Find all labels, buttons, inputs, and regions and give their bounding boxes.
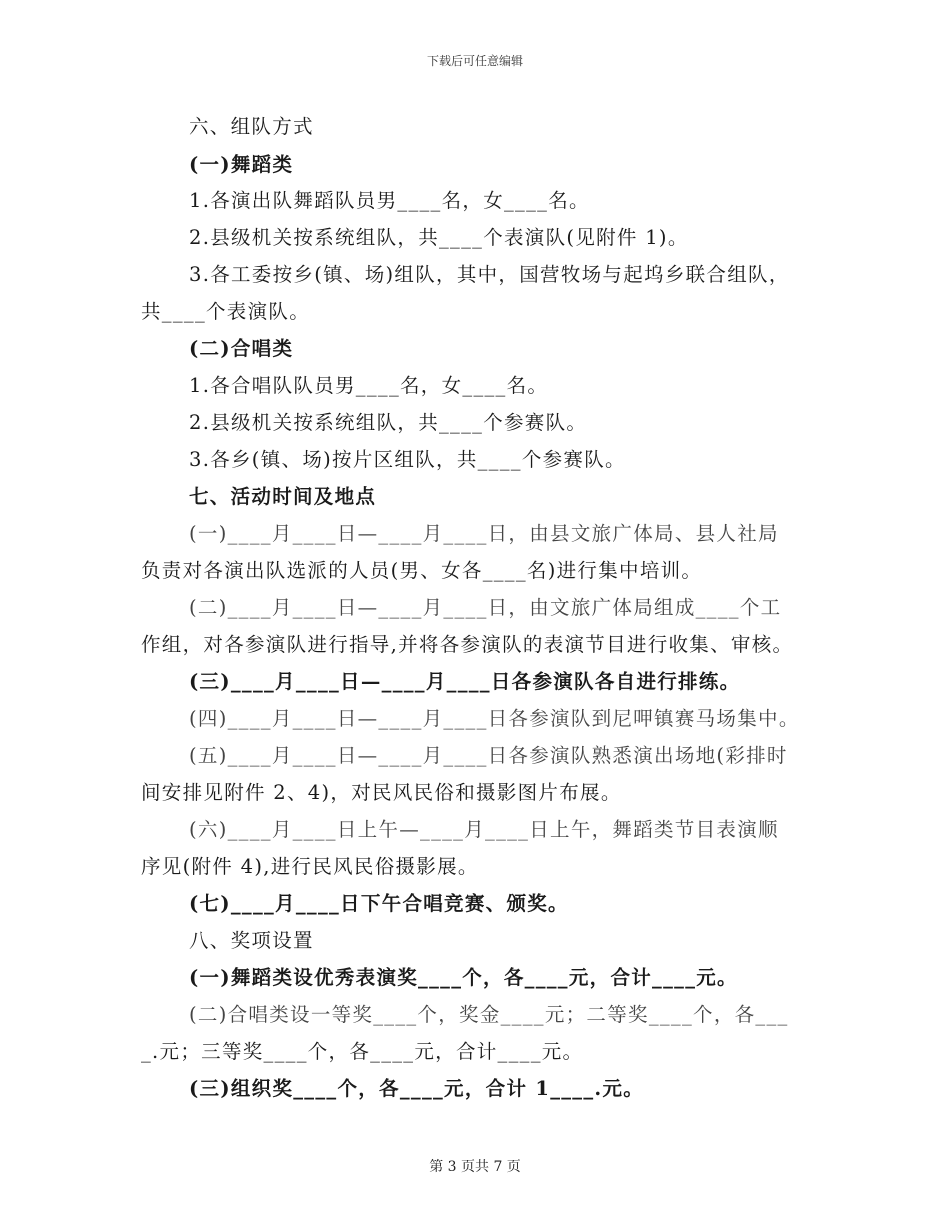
paragraph-line: 作组，对各参演队进行指导,并将各参演队的表演节目进行收集、审核。: [141, 633, 794, 656]
paragraph-line: (七)____月____日下午合唱竞赛、颁奖。: [189, 892, 569, 915]
page-footer: 第 3 页共 7 页: [429, 1159, 521, 1175]
paragraph-line: (五)____月____日—____月____日各参演队熟悉演出场地(彩排时: [189, 744, 788, 767]
section-heading: 七、活动时间及地点: [189, 485, 377, 508]
paragraph-line: (六)____月____日上午—____月____日上午，舞蹈类节目表演顺: [189, 818, 779, 841]
paragraph-line: (三)____月____日—____月____日各参演队各自进行排练。: [189, 670, 741, 693]
paragraph-line: 2.县级机关按系统组队，共____个参赛队。: [189, 411, 588, 434]
paragraph-line: 间安排见附件 2、4)，对民风民俗和摄影图片布展。: [141, 781, 622, 804]
paragraph-line: 2.县级机关按系统组队，共____个表演队(见附件 1)。: [189, 226, 689, 249]
subsection-heading: (二)合唱类: [189, 337, 294, 360]
paragraph-line: (二)____月____日—____月____日，由文旅广体局组成____个工: [189, 596, 782, 619]
paragraph-line: 3.各工委按乡(镇、场)组队，其中，国营牧场与起坞乡联合组队，: [189, 263, 790, 286]
paragraph-line: 共____个表演队。: [141, 300, 310, 323]
section-heading: 六、组队方式: [189, 115, 314, 138]
paragraph-line: _.元；三等奖____个，各____元，合计____元。: [141, 1040, 584, 1063]
paragraph-line: (二)合唱类设一等奖____个，奖金____元；二等奖____个，各___: [189, 1003, 789, 1026]
paragraph-line: 序见(附件 4),进行民风民俗摄影展。: [141, 855, 479, 878]
subsection-heading: (一)舞蹈类: [189, 153, 294, 176]
paragraph-line: (一)____月____日—____月____日，由县文旅广体局、县人社局: [189, 522, 779, 545]
paragraph-line: 3.各乡(镇、场)按片区组队，共____个参赛队。: [189, 448, 626, 471]
paragraph-line: 1.各合唱队队员男____名，女____名。: [189, 374, 549, 397]
section-heading: 八、奖项设置: [189, 929, 314, 952]
paragraph-line: 1.各演出队舞蹈队员男____名，女____名。: [189, 189, 590, 212]
paragraph-line: (一)舞蹈类设优秀表演奖____个，各____元，合计____元。: [189, 966, 738, 989]
paragraph-line: (四)____月____日—____月____日各参演队到尼呷镇赛马场集中。: [189, 707, 800, 730]
page-header: 下载后可任意编辑: [426, 54, 523, 68]
paragraph-line: 负责对各演出队选派的人员(男、女各____名)进行集中培训。: [141, 559, 703, 582]
paragraph-line: (三)组织奖____个，各____元，合计 1____.元。: [189, 1077, 645, 1100]
